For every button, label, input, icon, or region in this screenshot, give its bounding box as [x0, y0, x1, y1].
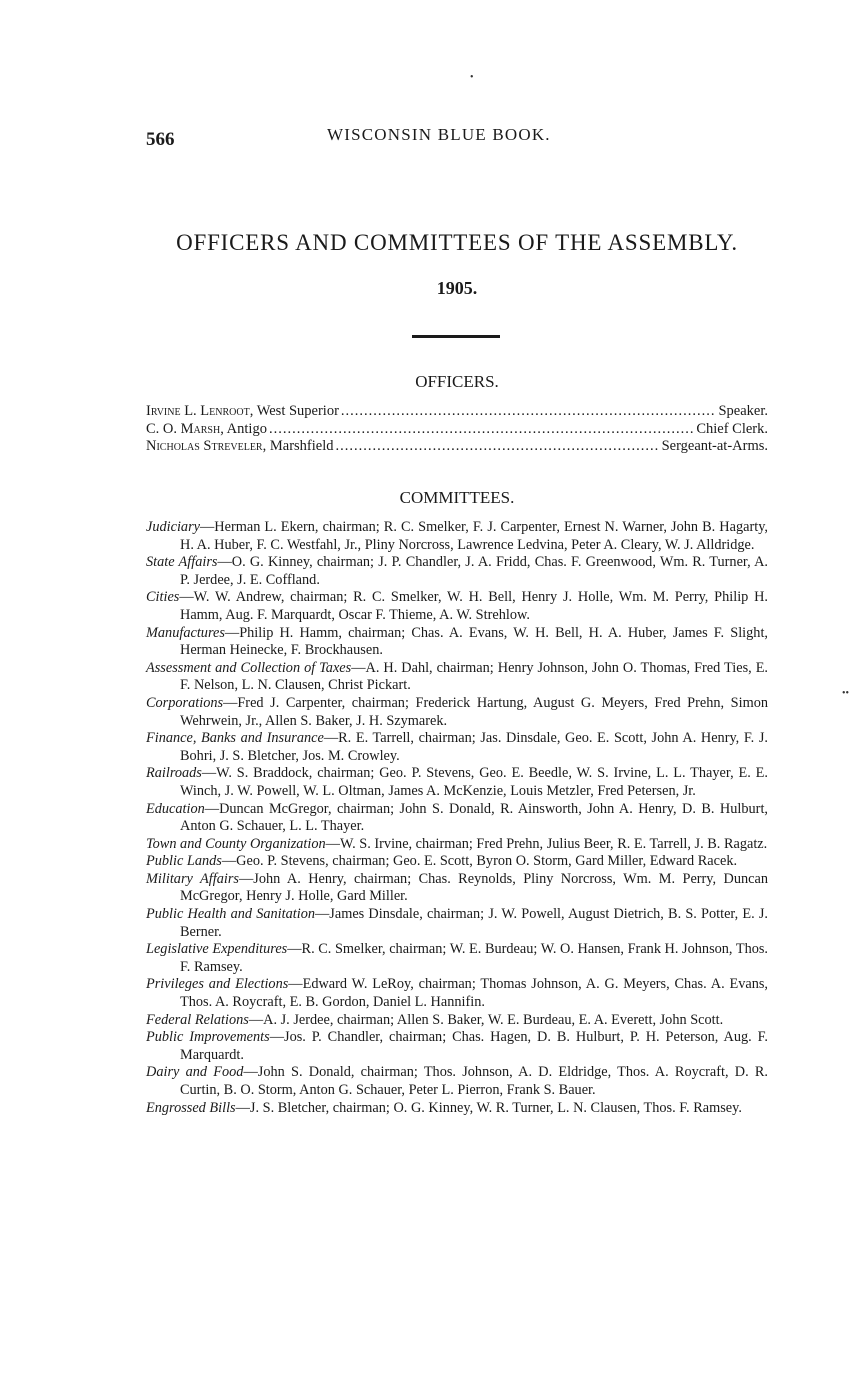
officer-name: C. O. Marsh	[146, 420, 221, 437]
section-rule	[412, 335, 500, 338]
committee-members: —W. W. Andrew, chairman; R. C. Smelker, W. H. Bell, Henry J. Holle, Wm. M. Perry, Philip H. Hamm, Aug. F. Marquardt, Oscar F. Thieme, A. W. Strehlow.	[179, 589, 768, 623]
committee-entry	[146, 871, 768, 906]
committee-name: Public Health and Sanitation	[146, 906, 315, 923]
committee-entry	[146, 941, 768, 976]
leader-dots	[335, 438, 659, 456]
committee-members: —O. G. Kinney, chairman; J. P. Chandler, J. A. Fridd, Chas. F. Greenwood, Wm. R. Turner, A. P. Jerdee, J. E. Coffland.	[180, 554, 768, 588]
committee-members: —James Dinsdale, chairman; J. W. Powell, August Dietrich, B. S. Potter, E. J. Berner.	[180, 906, 768, 940]
committee-name: Public Lands	[146, 853, 222, 870]
committee-name: Engrossed Bills	[146, 1099, 236, 1116]
committee-entry	[146, 554, 768, 589]
committee-entry	[146, 1100, 768, 1118]
officer-place: , West Superior	[249, 403, 339, 419]
committee-members: —Duncan McGregor, chairman; John S. Donald, R. Ainsworth, John A. Henry, D. B. Hulburt, Anton G. Schauer, L. L. Thayer.	[180, 800, 768, 835]
committee-name: Public Improvements	[146, 1029, 270, 1046]
committee-entry	[146, 836, 768, 854]
committee-entry	[146, 801, 768, 836]
committee-name: State Affairs	[146, 554, 218, 571]
officer-row	[146, 438, 768, 456]
committee-name: Town and County Organization	[146, 835, 326, 852]
committee-entry	[146, 589, 768, 624]
committee-entry	[146, 1029, 768, 1064]
committee-name: Federal Relations	[146, 1011, 249, 1028]
committee-name: Railroads	[146, 765, 202, 782]
scan-speck: ••	[842, 688, 850, 699]
officers-heading: OFFICERS.	[415, 372, 499, 391]
committee-members: —Jos. P. Chandler, chairman; Chas. Hagen, D. B. Hulburt, P. H. Peterson, Aug. F. Marquardt.	[180, 1029, 769, 1063]
officer-title: Speaker.	[718, 403, 768, 419]
committee-members: —R. E. Tarrell, chairman; Jas. Dinsdale, Geo. E. Scott, John A. Henry, F. J. Bohri, J. S. Bletcher, Jos. M. Crowley.	[180, 730, 769, 764]
running-head: WISCONSIN BLUE BOOK.	[327, 125, 551, 144]
officer-title: Sergeant-at-Arms.	[661, 438, 768, 454]
committee-name: Legislative Expenditures	[146, 941, 288, 958]
committee-entry	[146, 625, 768, 660]
committee-entry	[146, 906, 768, 941]
committee-members: —John A. Henry, chairman; Chas. Reynolds, Pliny Norcross, Wm. M. Perry, Duncan McGregor, Henry J. Holle, Gard Miller.	[180, 870, 768, 905]
scan-speck: •	[470, 72, 474, 83]
committee-name: Judiciary	[146, 519, 200, 535]
committees-list	[146, 519, 768, 1117]
committee-entry	[146, 1064, 768, 1099]
committee-members: —R. C. Smelker, chairman; W. E. Burdeau; W. O. Hansen, Frank H. Johnson, Thos. F. Ramsey.	[180, 941, 769, 975]
committee-members: —Edward W. LeRoy, chairman; Thomas Johnson, A. G. Meyers, Chas. A. Evans, Thos. A. Roycraft, E. B. Gordon, Daniel L. Hannifin.	[180, 976, 768, 1011]
committee-name: Assessment and Collection of Taxes	[146, 659, 352, 676]
officer-name: Irvine L. Lenroot	[146, 403, 250, 419]
committee-members: —Herman L. Ekern, chairman; R. C. Smelker, F. J. Carpenter, Ernest N. Warner, John B. Hagarty, H. A. Huber, F. C. Westfahl, Jr., Pliny Norcross, Lawrence Ledvina, Peter A. Cleary, W. J. Alldridge.	[180, 519, 768, 553]
officer-row	[146, 421, 768, 439]
committee-members: —W. S. Irvine, chairman; Fred Prehn, Julius Beer, R. E. Tarrell, J. B. Ragatz.	[325, 835, 768, 852]
committee-members: —A. J. Jerdee, chairman; Allen S. Baker, W. E. Burdeau, E. A. Everett, John Scott.	[248, 1011, 724, 1028]
committee-name: Manufactures	[146, 624, 225, 641]
page-number: 566	[146, 129, 175, 150]
officer-title: Chief Clerk.	[696, 420, 768, 437]
committee-name: Dairy and Food	[146, 1064, 244, 1081]
committee-entry	[146, 695, 768, 730]
officer-place: , Marshfield	[262, 438, 334, 454]
committee-name: Corporations	[146, 694, 224, 711]
committee-members: —A. H. Dahl, chairman; Henry Johnson, John O. Thomas, Fred Ties, E. F. Nelson, L. N. Clausen, Christ Pickart.	[180, 659, 768, 694]
committees-heading: COMMITTEES.	[399, 488, 515, 507]
committee-members: —John S. Donald, chairman; Thos. Johnson, A. D. Eldridge, Thos. A. Roycraft, D. R. Curtin, B. O. Storm, Anton G. Schauer, Peter L. Pierron, Frank S. Bauer.	[180, 1064, 768, 1098]
committee-members: —Philip H. Hamm, chairman; Chas. A. Evans, W. H. Bell, H. A. Huber, James F. Slight, Herman Heinecke, F. Brockhausen.	[180, 624, 768, 659]
committee-name: Cities	[146, 589, 180, 606]
officers-list	[146, 403, 768, 456]
committee-entry	[146, 765, 768, 800]
committee-members: —W. S. Braddock, chairman; Geo. P. Stevens, Geo. E. Beedle, W. S. Irvine, L. L. Thayer, E. E. Winch, J. W. Powell, W. L. Oltman, James A. McKenzie, Louis Metzler, Fred Petersen, Jr.	[180, 765, 768, 799]
officer-place: , Antigo	[220, 420, 267, 437]
committee-entry	[146, 660, 768, 695]
officer-name: Nicholas Streveler	[146, 438, 263, 454]
committee-name: Privileges and Elections	[146, 976, 289, 993]
committee-entry	[146, 853, 768, 871]
committee-members: —Fred J. Carpenter, chairman; Frederick Hartung, August G. Meyers, Fred Prehn, Simon Wehrwein, Jr., Allen S. Baker, J. H. Szymarek.	[180, 694, 768, 729]
leader-dots	[341, 403, 717, 421]
committee-members: —Geo. P. Stevens, chairman; Geo. E. Scott, Byron O. Storm, Gard Miller, Edward Racek.	[221, 853, 738, 870]
leader-dots	[269, 421, 694, 439]
committee-entry	[146, 1012, 768, 1030]
committee-name: Education	[146, 800, 205, 817]
committee-members: —J. S. Bletcher, chairman; O. G. Kinney, W. R. Turner, L. N. Clausen, Thos. F. Ramsey.	[235, 1099, 742, 1116]
committee-name: Military Affairs	[146, 870, 239, 887]
year-heading: 1905.	[436, 278, 478, 298]
committee-entry	[146, 519, 768, 554]
committee-entry	[146, 730, 768, 765]
page-title: OFFICERS AND COMMITTEES OF THE ASSEMBLY.	[176, 230, 738, 255]
committee-entry	[146, 976, 768, 1011]
committee-name: Finance, Banks and Insurance	[146, 730, 324, 747]
officer-row	[146, 403, 768, 421]
